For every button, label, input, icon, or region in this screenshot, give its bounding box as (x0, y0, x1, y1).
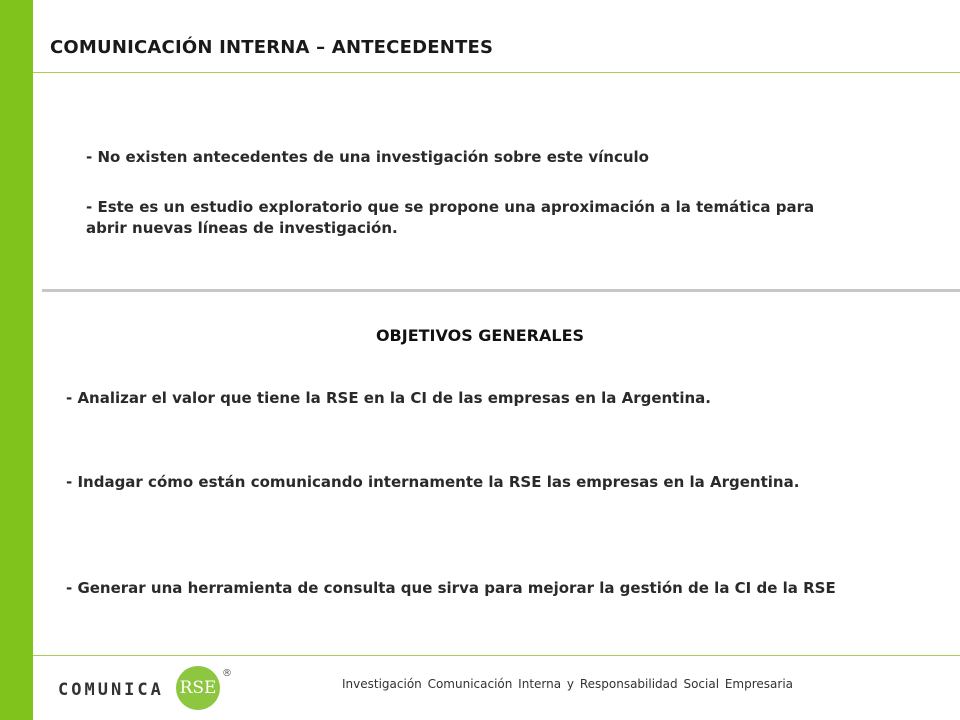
antecedente-item-2-line-1: - Este es un estudio exploratorio que se propone una aproximación a la temática para (86, 198, 815, 216)
objetivo-item-1: - Analizar el valor que tiene la RSE en la CI de las empresas en la Argentina. (66, 389, 711, 407)
antecedente-item-2 (86, 197, 814, 239)
objetivos-heading: OBJETIVOS GENERALES (375, 326, 585, 345)
slide-title: COMUNICACIÓN INTERNA – ANTECEDENTES (50, 37, 494, 58)
antecedente-item-2-line-2: abrir nuevas líneas de investigación. (86, 219, 398, 237)
registered-mark: ® (222, 668, 232, 679)
title-underline (33, 72, 960, 73)
section-divider (42, 289, 960, 292)
antecedente-item-1: - No existen antecedentes de una investigación sobre este vínculo (86, 148, 649, 166)
footer-divider (33, 655, 960, 656)
objetivo-item-3: - Generar una herramienta de consulta que sirva para mejorar la gestión de la CI de la RSE (66, 579, 836, 597)
objetivo-item-2: - Indagar cómo están comunicando internamente la RSE las empresas en la Argentina. (66, 473, 800, 491)
logo-rse-text: RSE (179, 678, 217, 698)
accent-sidebar-bar (0, 0, 33, 720)
footer-caption: Investigación Comunicación Interna y Responsabilidad Social Empresaria (342, 677, 794, 691)
logo-circle-icon (176, 666, 220, 710)
comunica-rse-logo (58, 664, 238, 712)
logo-wordmark: COMUNICA (58, 680, 164, 700)
